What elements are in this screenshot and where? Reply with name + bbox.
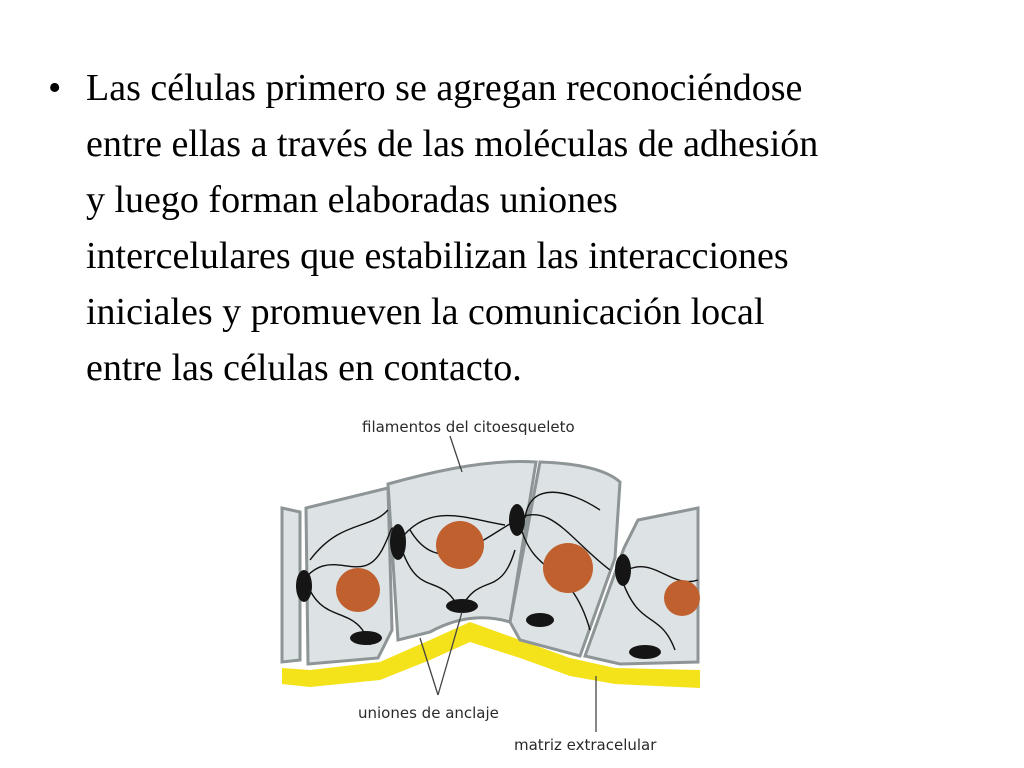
bullet-line: entre ellas a través de las moléculas de adhesión xyxy=(86,123,819,165)
bullet-line: y luego forman elaboradas uniones xyxy=(86,179,618,221)
label-anchoring-junctions: uniones de anclaje xyxy=(358,704,499,722)
label-cytoskeleton: filamentos del citoesqueleto xyxy=(362,418,575,436)
nucleus xyxy=(336,568,380,612)
bullet-point: • xyxy=(48,67,62,109)
bullet-line: Las células primero se agregan reconociéndose xyxy=(86,67,803,109)
epithelium-diagram xyxy=(270,400,720,768)
nucleus xyxy=(543,543,593,593)
bullet-line: intercelulares que estabilizan las interacciones xyxy=(86,235,789,277)
bullet-item xyxy=(48,60,988,396)
bullet-line: entre las células en contacto. xyxy=(86,347,522,389)
bullet-line: iniciales y promueven la comunicación local xyxy=(86,291,765,333)
bullet-text xyxy=(86,60,966,396)
nucleus xyxy=(664,580,700,616)
label-extracellular-matrix: matriz extracelular xyxy=(514,736,657,754)
nucleus xyxy=(436,521,484,569)
